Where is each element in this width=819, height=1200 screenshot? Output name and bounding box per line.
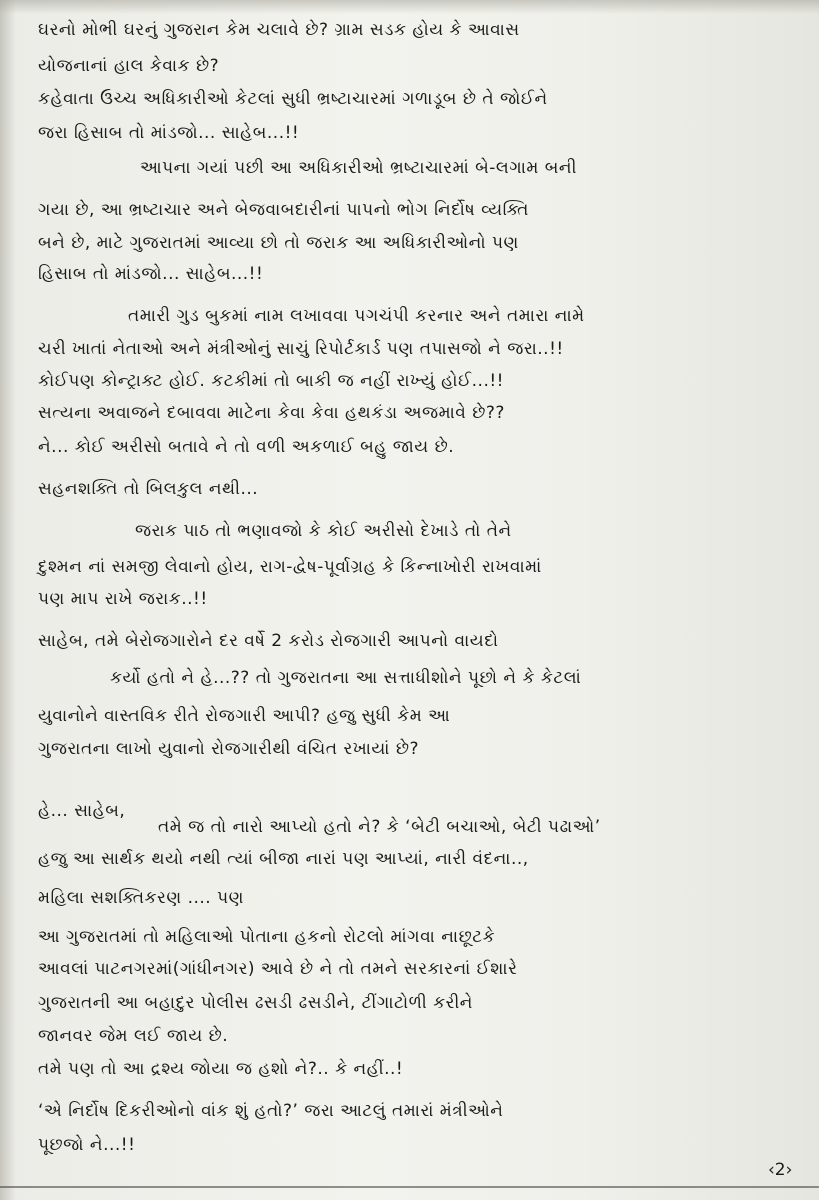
text-line: જાનવર જેમ લઈ જાય છે.	[38, 1026, 229, 1046]
text-line: જરાક પાઠ તો ભણાવજો કે કોઈ અરીસો દેખાડે તો તેને	[135, 521, 512, 541]
text-line: આ ગુજરાતમાં તો મહિલાઓ પોતાના હકનો રોટલો માંગવા નાછૂટકે	[38, 927, 496, 947]
text-line: યોજનાનાં હાલ કેવાક છે?	[38, 56, 220, 76]
page-bottom-edge	[0, 1186, 819, 1188]
text-line: ચરી ખાતાં નેતાઓ અને મંત્રીઓનું સાચું રિપોર્ટકાર્ડ પણ તપાસજો ને જરા..!!	[38, 339, 564, 359]
page-left-shadow	[0, 0, 16, 1200]
text-line: તમે જ તો નારો આપ્યો હતો ને? કે ‘બેટી બચાઓ, બેટી પઢાઓ’	[158, 817, 601, 837]
text-line: જરા હિસાબ તો માંડજો... સાહેબ...!!	[38, 123, 300, 143]
text-line: ઘરનો મોભી ઘરનું ગુજરાન કેમ ચલાવે છે? ગ્રામ સડક હોય કે આવાસ	[38, 20, 520, 40]
text-line: મહિલા સશક્તિકરણ .... પણ	[38, 888, 244, 908]
text-line: હજુ આ સાર્થક થયો નથી ત્યાં બીજા નારાં પણ આપ્યાં, નારી વંદના..,	[38, 849, 529, 869]
text-line: સાહેબ, તમે બેરોજગારોને દર વર્ષે 2 કરોડ રોજગારી આપનો વાયદો	[38, 631, 499, 651]
text-line: તમારી ગુડ બુકમાં નામ લખાવવા પગચંપી કરનાર અને તમારા નામે	[128, 306, 585, 326]
text-line: પણ માપ રાખે જરાક..!!	[38, 589, 208, 609]
text-line: આવલાં પાટનગરમાં(ગાંધીનગર) આવે છે ને તો તમને સરકારનાં ઈશારે	[38, 959, 518, 979]
page-top-shadow	[0, 0, 819, 14]
text-line: ગયા છે, આ ભ્રષ્ટાચાર અને બેજવાબદારીનાં પાપનો ભોગ નિર્દોષ વ્યક્તિ	[38, 200, 529, 220]
text-line: ગુજરાતની આ બહાદુર પોલીસ ઢસડી ઢસડીને, ટીંગાટોળી કરીને	[38, 993, 473, 1013]
page-number: ‹2›	[768, 1160, 793, 1180]
text-line: દુશ્મન નાં સમજી લેવાનો હોય, રાગ-દ્વેષ-પૂર્વાગ્રહ કે કિન્નાખોરી રાખવામાં	[38, 557, 542, 577]
text-line: કહેવાતા ઉચ્ચ અધિકારીઓ કેટલાં સુધી ભ્રષ્ટાચારમાં ગળાડૂબ છે તે જોઈને	[38, 89, 548, 109]
text-line: સત્યના અવાજને દબાવવા માટેના કેવા કેવા હથકંડા અજમાવે છે??	[38, 403, 505, 423]
text-line: ‘એ નિર્દોષ દિકરીઓનો વાંક શું હતો?’ જરા આટલું તમારાં મંત્રીઓને	[38, 1101, 504, 1121]
text-line: ગુજરાતના લાખો યુવાનો રોજગારીથી વંચિત રખાયાં છે?	[38, 739, 420, 759]
text-line: યુવાનોને વાસ્તવિક રીતે રોજગારી આપી? હજુ સુધી કેમ આ	[38, 706, 451, 726]
text-line: કોઈપણ કોન્ટ્રાક્ટ હોઈ. કટકીમાં તો બાકી જ નહીં રાખ્યું હોઈ...!!	[38, 371, 504, 391]
text-line: તમે પણ તો આ દ્રશ્ય જોયા જ હશો ને?.. કે નહીં..!	[38, 1059, 404, 1079]
text-line: પૂછજો ને...!!	[38, 1135, 136, 1155]
text-line: હે... સાહેબ,	[38, 801, 126, 821]
text-line: બને છે, માટે ગુજરાતમાં આવ્યા છો તો જરાક આ અધિકારીઓનો પણ	[38, 233, 519, 253]
text-line: સહનશક્તિ તો બિલકુલ નથી...	[38, 479, 259, 499]
text-line: આપના ગયાં પછી આ અધિકારીઓ ભ્રષ્ટાચારમાં બે-લગામ બની	[140, 158, 577, 178]
text-line: કર્યો હતો ને હે...?? તો ગુજરાતના આ સત્તાધીશોને પૂછો ને કે કેટલાં	[110, 668, 582, 688]
text-line: હિસાબ તો માંડજો... સાહેબ...!!	[38, 264, 264, 284]
text-line: ને... કોઈ અરીસો બતાવે ને તો વળી અકળાઈ બહુ જાય છે.	[38, 437, 455, 457]
